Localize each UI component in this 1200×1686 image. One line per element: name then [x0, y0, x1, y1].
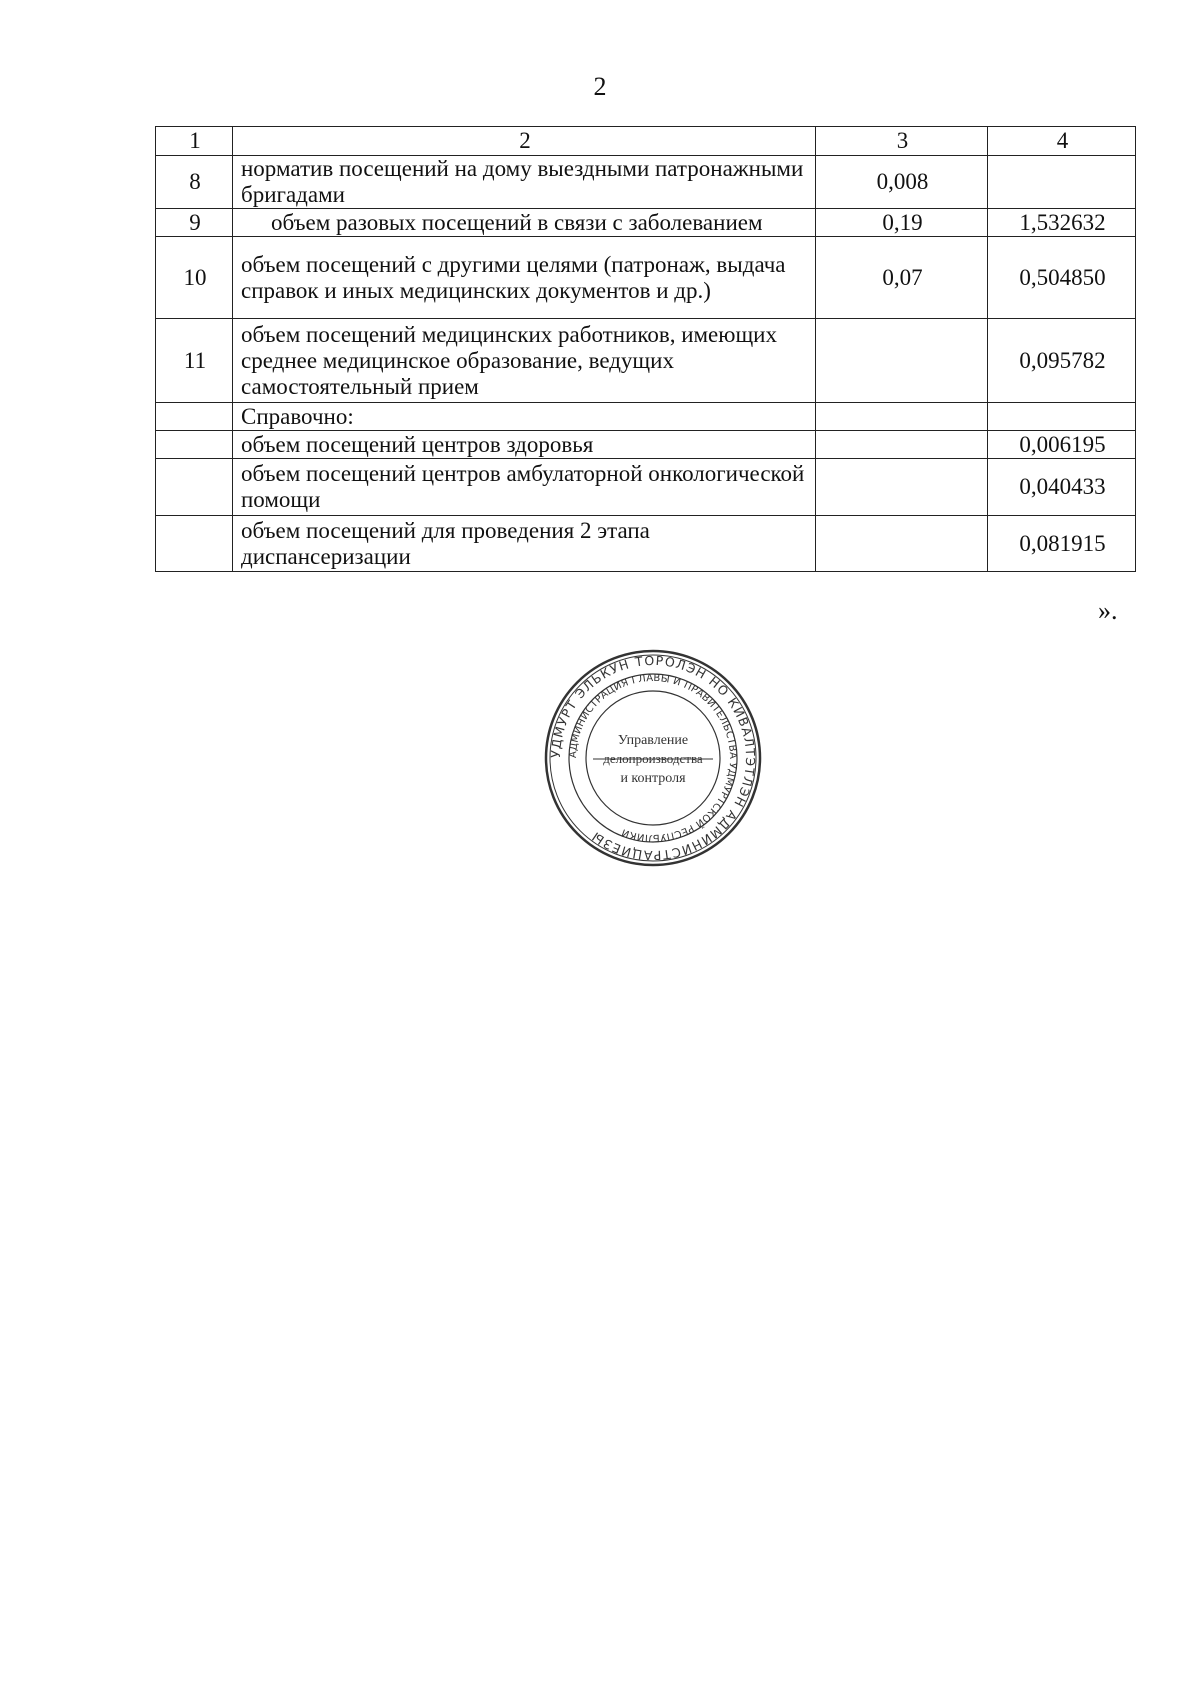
row-value-col4: 0,095782	[988, 319, 1136, 403]
seal-center-line-3: и контроля	[620, 771, 686, 786]
seal-outer-ring-text: УДМУРТ ЭЛЬКУН ТОРОЛЭН НО КИВАЛТЭТЛЭН АДМИНИСТРАЦИЕЗЫ	[547, 652, 759, 864]
row-number	[156, 431, 233, 459]
table-row	[156, 156, 1136, 209]
row-value-col4: 0,040433	[988, 459, 1136, 516]
seal-inner-ring-text: АДМИНИСТРАЦИЯ ГЛАВЫ И ПРАВИТЕЛЬСТВА УДМУРТСКОЙ РЕСПУБЛИКИ	[567, 672, 739, 844]
row-number: 11	[156, 319, 233, 403]
row-text: объем разовых посещений в связи с заболеванием	[233, 209, 816, 237]
row-value-col3	[816, 431, 988, 459]
row-text: объем посещений с другими целями (патронаж, выдача справок и иных медицинских документов и др.)	[233, 237, 816, 319]
row-value-col4: 1,532632	[988, 209, 1136, 237]
header-cell: 3	[816, 127, 988, 156]
header-cell: 2	[233, 127, 816, 156]
row-value-col3	[816, 459, 988, 516]
row-text: объем посещений для проведения 2 этапа диспансеризации	[233, 516, 816, 572]
seal-center-line-2: делопроизводства	[603, 751, 703, 766]
row-value-col3	[816, 516, 988, 572]
table-row	[156, 319, 1136, 403]
row-value-col3	[816, 319, 988, 403]
official-seal	[543, 648, 763, 868]
row-number	[156, 516, 233, 572]
row-text: Справочно:	[233, 403, 816, 431]
row-number: 9	[156, 209, 233, 237]
table-header-row	[156, 127, 1136, 156]
table-row	[156, 431, 1136, 459]
table-row	[156, 403, 1136, 431]
row-value-col4: 0,081915	[988, 516, 1136, 572]
data-table	[155, 126, 1136, 572]
row-value-col3: 0,07	[816, 237, 988, 319]
table-row	[156, 237, 1136, 319]
table-row	[156, 209, 1136, 237]
row-text: объем посещений центров амбулаторной онкологической помощи	[233, 459, 816, 516]
row-value-col3: 0,19	[816, 209, 988, 237]
row-number	[156, 459, 233, 516]
table-row	[156, 459, 1136, 516]
row-number: 8	[156, 156, 233, 209]
row-value-col4: 0,006195	[988, 431, 1136, 459]
row-value-col4	[988, 403, 1136, 431]
row-number: 10	[156, 237, 233, 319]
closing-quote-mark: ».	[1098, 596, 1118, 625]
row-value-col3: 0,008	[816, 156, 988, 209]
header-cell: 1	[156, 127, 233, 156]
row-text: норматив посещений на дому выездными патронажными бригадами	[233, 156, 816, 209]
row-value-col4: 0,504850	[988, 237, 1136, 319]
row-number	[156, 403, 233, 431]
row-value-col4	[988, 156, 1136, 209]
row-value-col3	[816, 403, 988, 431]
seal-center-line-1: Управление	[617, 733, 689, 748]
page-number: 2	[593, 72, 607, 101]
header-cell: 4	[988, 127, 1136, 156]
table-row	[156, 516, 1136, 572]
row-text: объем посещений медицинских работников, имеющих среднее медицинское образование, ведущих самостоятельный прием	[233, 319, 816, 403]
row-text: объем посещений центров здоровья	[233, 431, 816, 459]
